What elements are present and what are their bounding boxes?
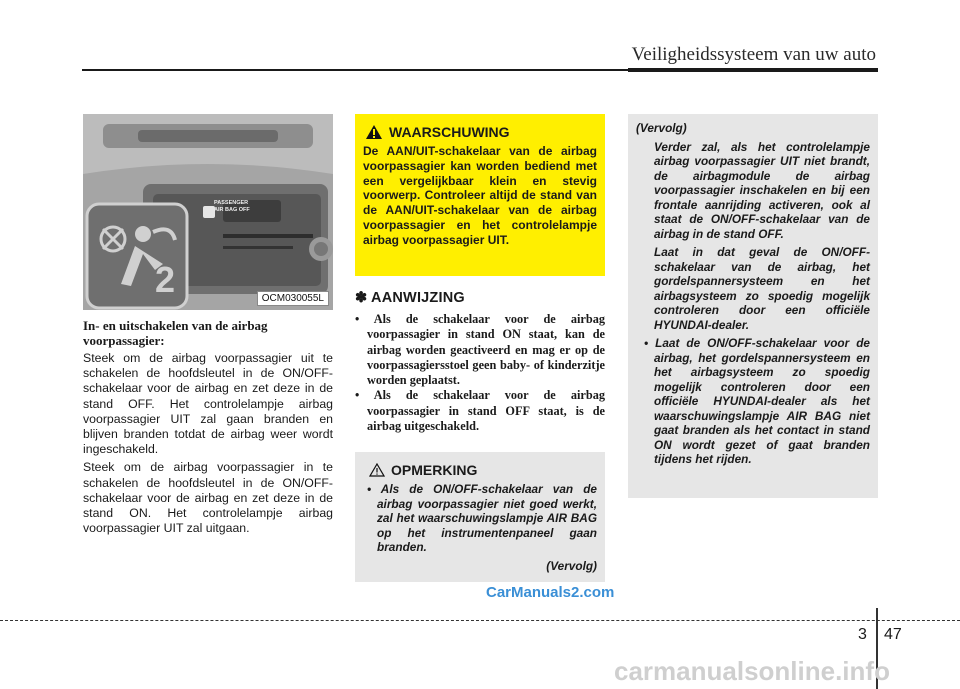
section-number: 3 — [858, 626, 867, 643]
note-section — [355, 290, 605, 434]
page-number: 47 — [884, 626, 902, 643]
header-rule-accent — [628, 68, 878, 72]
continued-bullet: • Laat de ON/OFF-schakelaar voor de airbag, het gordelspannersysteem en het airbagsysteem zo spoedig mogelijk controleren door een officiële HYUNDAI-dealer als het waarschuwingslampje AIR BAG niet gaat branden als het contact in stand ON wordt gezet of gaat branden tijdens het rijden. — [644, 336, 870, 466]
continued-paragraph-2: Laat in dat geval de ON/OFF-schakelaar van de airbag, het gordelspannersysteem en het airbagsysteem zo spoedig mogelijk controleren door een officiële HYUNDAI-dealer. — [654, 245, 870, 332]
section-subheading: In- en uitschakelen van de airbag voorpassagier: — [83, 318, 268, 348]
note-item: • Als de schakelaar voor de airbag voorpassagier in stand OFF staat, is de airbag uitgeschakeld. — [355, 388, 605, 434]
paragraph-disable: Steek om de airbag voorpassagier uit te schakelen de hoofdsleutel in de ON/OFF-schakelaar voor de airbag en zet deze in de stand OFF. Het controlelampje airbag voorpassagier UIT zal gaan branden en blijven branden totdat de airbag weer wordt ingeschakeld. — [83, 351, 333, 457]
left-column — [83, 318, 333, 539]
warning-body: De AAN/UIT-schakelaar van de airbag voorpassagier kan worden bediend met een vergelijkbaar klein en stevig voorwerp. Controleer altijd de stand van de AAN/UIT-schakelaar van de airbag voorpassagier en het controlelampje airbag voorpassagier UIT. — [363, 144, 597, 247]
opmerking-continued: (Vervolg) — [546, 558, 597, 573]
icon-number: 2 — [155, 259, 176, 300]
indicator-label-line1: PASSENGER — [214, 200, 249, 206]
note-list — [355, 312, 605, 434]
opmerking-body: • Als de ON/OFF-schakelaar van de airbag voorpassagier niet goed werkt, zal het waarschuwingslampje AIR BAG op het instrumentenpaneel gaan branden. — [367, 482, 597, 555]
paragraph-enable: Steek om de airbag voorpassagier in te schakelen de hoofdsleutel in de ON/OFF-schakelaar voor de airbag en zet deze in de stand ON. Het controlelampje airbag voorpassagier UIT zal uitgaan. — [83, 460, 333, 536]
warning-box — [355, 114, 605, 276]
bottom-watermark: carmanualsonline.info — [614, 656, 890, 686]
warning-title: WAARSCHUWING — [389, 124, 510, 140]
indicator-label-line2: AIR BAG OFF — [214, 207, 250, 213]
footer-rule — [0, 620, 960, 621]
continued-notice-box — [628, 114, 878, 498]
site-watermark[interactable]: CarManuals2.com — [486, 584, 615, 601]
note-item: • Als de schakelaar voor de airbag voorpassagier in stand ON staat, kan de airbag worden geactiveerd en mag er op de voorpassagiersstoel geen baby- of kinderzitje worden geplaatst. — [355, 312, 605, 388]
opmerking-title: OPMERKING — [391, 462, 478, 478]
running-title: Veiligheidssysteem van uw auto — [631, 44, 876, 65]
note-title: ✽ AANWIJZING — [355, 290, 465, 306]
dashboard-drawing — [83, 114, 333, 310]
caution-triangle-icon — [369, 463, 385, 477]
continued-paragraph-1: Verder zal, als het controlelampje airbag voorpassagier UIT niet brandt, de airbagmodule de airbag voorpassagier inschakelen en bij een frontale aanrijding activeren, ook al staat de ON/OFF-schakelaar van de airbag in de stand OFF. — [654, 139, 870, 241]
continued-label: (Vervolg) — [636, 121, 687, 135]
warning-triangle-icon — [365, 124, 383, 140]
dashboard-illustration — [83, 114, 333, 310]
figure-caption: OCM030055L — [257, 291, 329, 306]
opmerking-box — [355, 452, 605, 582]
